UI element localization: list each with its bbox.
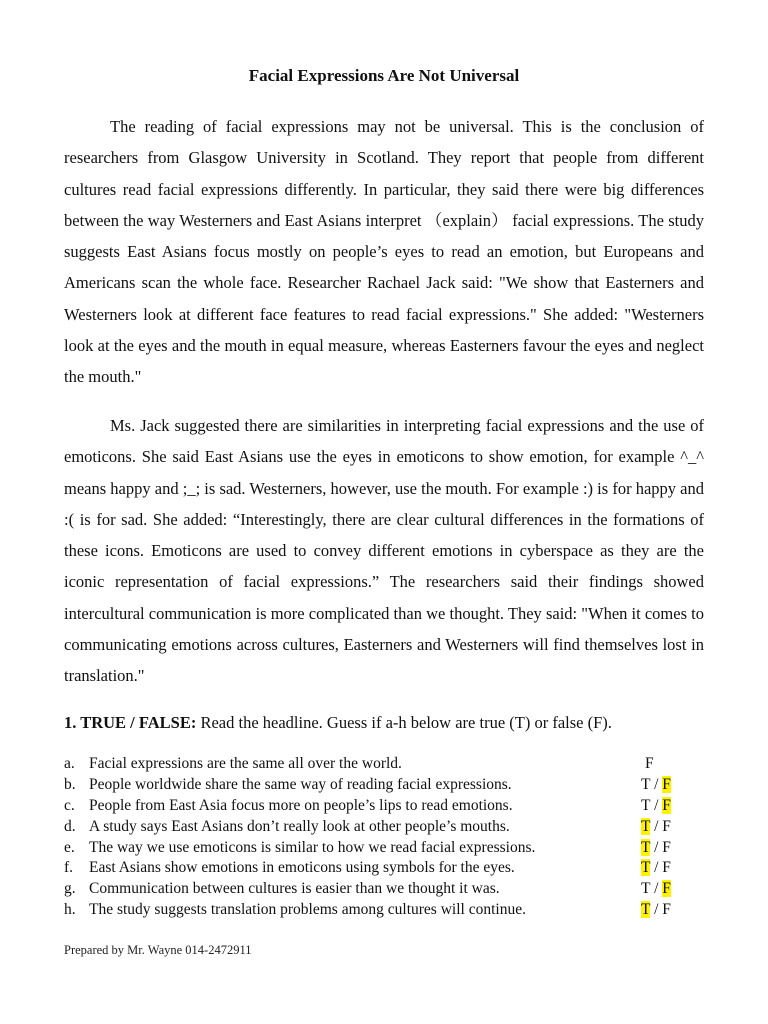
footer-credit: Prepared by Mr. Wayne 014-2472911 [64, 943, 252, 957]
tf-item-letter: b. [64, 775, 76, 793]
tf-item-letter: d. [64, 817, 76, 835]
tf-item-letter: a. [64, 755, 75, 772]
answer-option-true: T [641, 838, 651, 856]
tf-item-letter: g. [64, 880, 76, 898]
answer-separator: / [650, 817, 663, 835]
true-false-list [64, 754, 704, 921]
answer-option-false: F [662, 901, 671, 919]
tf-item-statement: A study says East Asians don’t really look at other people’s mouths. [89, 817, 510, 835]
tf-item [64, 879, 704, 900]
tf-item-answer [641, 796, 671, 817]
answer-option-true: T [641, 859, 651, 877]
tf-item [64, 900, 704, 921]
tf-item-statement: The way we use emoticons is similar to how we read facial expressions. [89, 838, 536, 856]
exercise-instruction: Read the headline. Guess if a-h below are true (T) or false (F). [200, 713, 612, 732]
tf-item-statement: The study suggests translation problems among cultures will continue. [89, 901, 526, 919]
answer-separator: / [650, 838, 663, 856]
answer-option-false: F [662, 880, 671, 898]
exercise-heading-label: 1. TRUE / FALSE: [64, 713, 197, 732]
answer-option-true: T [641, 796, 651, 814]
answer-option-true: T [641, 775, 651, 793]
answer-separator: / [650, 775, 663, 793]
tf-item-answer [641, 838, 671, 859]
answer-option-false: F [662, 796, 671, 814]
tf-item-answer [641, 900, 671, 921]
tf-item [64, 775, 704, 796]
tf-item-answer: F [645, 755, 654, 772]
exercise-heading [64, 713, 704, 733]
tf-item [64, 754, 704, 775]
tf-item-answer [641, 775, 671, 796]
tf-item-answer [641, 858, 671, 879]
tf-item-statement: People worldwide share the same way of reading facial expressions. [89, 775, 512, 793]
tf-item-statement: East Asians show emotions in emoticons using symbols for the eyes. [89, 859, 515, 877]
tf-item [64, 858, 704, 879]
tf-item-statement: Facial expressions are the same all over the world. [89, 755, 402, 772]
paragraph-1: The reading of facial expressions may not be universal. This is the conclusion of researchers from Glasgow University in Scotland. They report that people from different cultures read facial expressions differently. In particular, they said there were big differences between the way Westerners and East Asians interpret （explain） facial expressions. The study suggests East Asians focus mostly on people’s eyes to read an emotion, but Europeans and Americans scan the whole face. Researcher Rachael Jack said: "We show that Easterners and Westerners look at different face features to read facial expressions." She added: "Westerners look at the eyes and the mouth in equal measure, whereas Easterners favour the eyes and neglect the mouth." [64, 117, 704, 387]
tf-item-letter: h. [64, 901, 76, 919]
tf-item [64, 838, 704, 859]
answer-option-false: F [662, 775, 671, 793]
tf-item [64, 796, 704, 817]
answer-option-false: F [662, 859, 671, 877]
tf-item-answer [641, 879, 671, 900]
paragraph-2: Ms. Jack suggested there are similarities in interpreting facial expressions and the use of emoticons. She said East Asians use the eyes in emoticons to show emotion, for example ^_^ means happy and ;_; is sad. Westerners, however, use the mouth. For example :) is for happy and :( is for sad. She added: “Interestingly, there are clear cultural differences in the formations of these icons. Emoticons are used to convey different emotions in cyberspace as they are the iconic representation of facial expressions.” The researchers said their findings showed intercultural communication is more complicated than we thought. They said: "When it comes to communicating emotions across cultures, Easterners and Westerners will find themselves lost in translation." [64, 416, 704, 686]
answer-separator: / [650, 901, 663, 919]
answer-option-true: T [641, 880, 651, 898]
answer-separator: / [650, 880, 663, 898]
tf-item-statement: People from East Asia focus more on people’s lips to read emotions. [89, 796, 513, 814]
document-title: Facial Expressions Are Not Universal [248, 66, 520, 85]
tf-item [64, 817, 704, 838]
answer-option-true: T [641, 817, 651, 835]
tf-item-letter: f. [64, 859, 74, 877]
answer-option-false: F [662, 817, 671, 835]
answer-separator: / [650, 796, 663, 814]
answer-separator: / [650, 859, 663, 877]
tf-item-letter: e. [64, 838, 75, 856]
tf-item-statement: Communication between cultures is easier than we thought it was. [89, 880, 500, 898]
answer-option-true: T [641, 901, 651, 919]
tf-item-letter: c. [64, 796, 75, 814]
tf-item-answer [641, 817, 671, 838]
answer-option-false: F [662, 838, 671, 856]
